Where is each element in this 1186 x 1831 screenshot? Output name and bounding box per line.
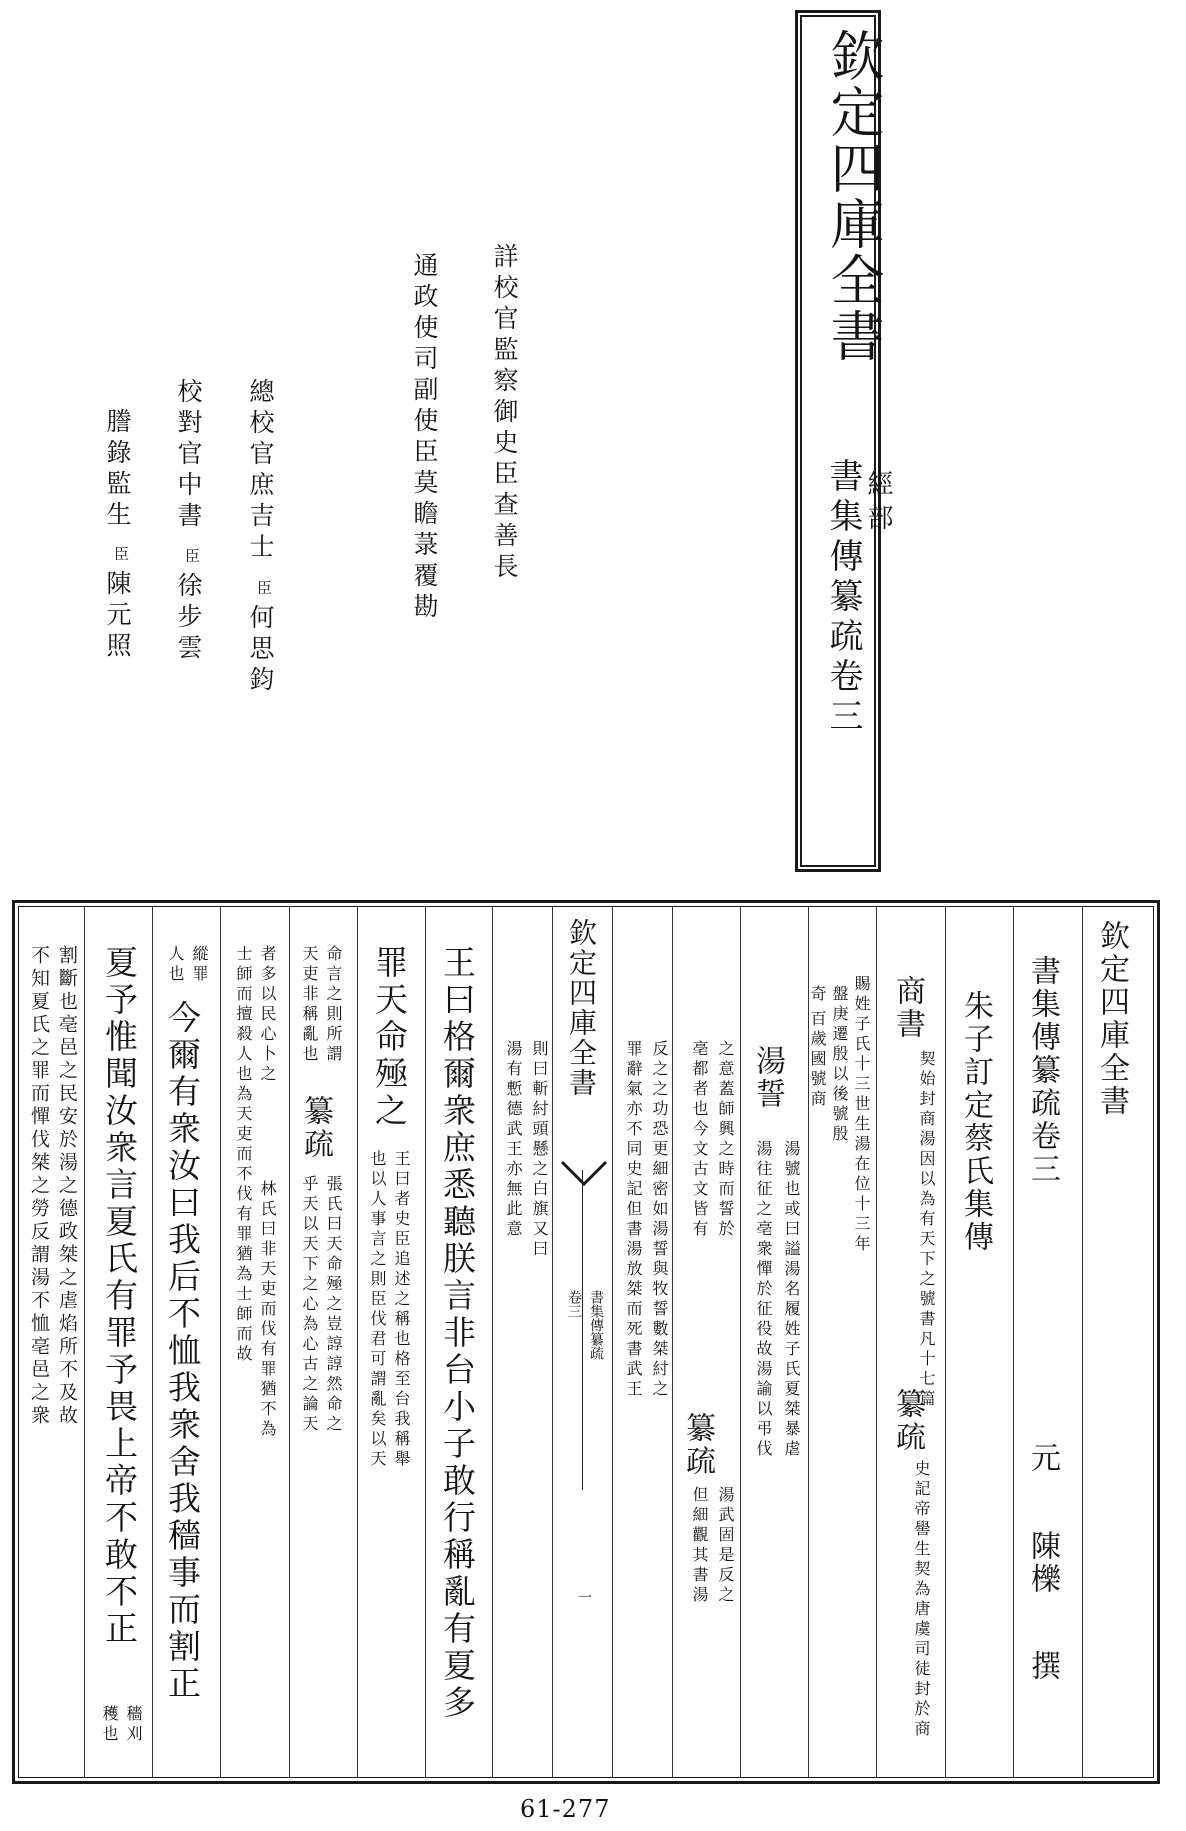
column-rule	[945, 907, 946, 1777]
ge-note-2: 不知夏氏之罪而憚伐桀之勞反謂湯不恤亳邑之衆	[28, 945, 50, 1428]
section-tang-shi: 湯誓	[750, 1045, 785, 1111]
xia-note: 穡刈	[124, 1705, 143, 1745]
xia-note-2: 穫也	[100, 1705, 119, 1745]
author-name: 陳櫟	[1025, 1530, 1060, 1596]
cover-main-title: 欽定四庫全書	[822, 28, 885, 364]
chapter-note-c: 史記帝嚳生契為唐虞司徒封於商	[912, 1460, 931, 1740]
tang-note-3: 之意蓋師興之時而誓於	[716, 1040, 735, 1240]
column-rule	[552, 907, 553, 1777]
staff-col-4-name: 徐步雲	[174, 572, 203, 665]
staff-col-4-title: 校對官中書	[174, 378, 203, 533]
staff-col-5-chen: 臣	[112, 546, 130, 561]
column-rule	[612, 907, 613, 1777]
zui-note-a: 王曰者史臣追述之稱也格至台我稱舉	[392, 1150, 411, 1470]
tang-note-7: 反之之功恐更細密如湯誓與牧誓數桀紂之	[650, 1040, 669, 1400]
chapter-note-e2: 百歲國號商	[808, 1010, 827, 1110]
chapter-note-a: 契始封商湯因以為有天下之號書凡十七篇	[917, 1050, 936, 1410]
column-rule	[492, 907, 493, 1777]
zui-note-h1: 者多以民心卜之	[258, 945, 277, 1085]
staff-col-5-title: 謄錄監生	[103, 408, 132, 532]
chapter-note-zuanshu: 纂疏	[890, 1388, 925, 1454]
zui-note-h2: 林氏曰非天吏而伐有罪猶不為	[258, 1180, 277, 1440]
tang-note-5: 湯武固是反之	[716, 1486, 735, 1606]
tang-note-2: 湯往征之亳衆憚於征役故湯諭以弔伐	[754, 1140, 773, 1460]
chapter-note-d1: 賜姓子氏十三世生湯在位十三年	[852, 975, 871, 1255]
column-rule	[84, 907, 85, 1777]
text-line-2: 湯有慙德武王亦無此意	[504, 1040, 523, 1240]
chapter-title: 商書	[890, 975, 925, 1041]
page-volume-title: 書集傳纂疏卷三	[1025, 955, 1060, 1186]
banxin-page: 一	[576, 1590, 592, 1604]
column-rule	[357, 907, 358, 1777]
zui-line: 罪天命殛之	[370, 945, 409, 1130]
chapter-note	[880, 1050, 936, 1750]
column-rule	[289, 907, 290, 1777]
column-rule	[152, 907, 153, 1777]
banxin-fold	[582, 1170, 583, 1490]
staff-col-3-title: 總校官庶吉士	[246, 378, 275, 564]
column-rule	[876, 907, 877, 1777]
zui-note-f: 張氏曰天命殛之豈諄諄然命之	[324, 1175, 343, 1435]
fishtail-icon	[560, 1160, 608, 1190]
xia-line: 夏予惟聞汝衆言夏氏有罪予畏上帝不敢不正	[100, 945, 139, 1648]
tang-note-8: 罪辭氣亦不同史記但書湯放桀而死書武王	[624, 1040, 643, 1400]
column-rule	[220, 907, 221, 1777]
source-line: 朱子訂定蔡氏集傳	[958, 990, 993, 1254]
zui-note-d: 天吏非稱亂也	[300, 945, 319, 1065]
cover-category: 經部	[863, 470, 893, 538]
column-rule	[672, 907, 673, 1777]
page-header: 欽定四庫全書	[1094, 920, 1129, 1118]
zui-note-c: 命言之則所謂	[324, 945, 343, 1065]
tang-note-6: 但細觀其書湯	[690, 1486, 709, 1606]
tang-note-zuanshu: 纂疏	[680, 1412, 715, 1478]
column-rule	[740, 907, 741, 1777]
staff-col-3-name: 何思鈞	[246, 604, 275, 697]
banxin-title: 欽定四庫全書	[565, 918, 598, 1098]
staff-col-5-name: 陳元照	[103, 570, 132, 663]
banxin-vol: 卷三	[566, 1290, 582, 1318]
tang-note-1: 湯號也或曰謚湯名履姓子氏夏桀暴虐	[782, 1140, 801, 1460]
zui-note-b: 也以人事言之則臣伐君可謂亂矣以天	[368, 1150, 387, 1470]
zui-note-zuanshu: 纂疏	[298, 1095, 333, 1161]
cover-volume-title: 書集傳纂疏卷三	[823, 458, 863, 738]
banxin-subtitle: 書集傳纂疏	[588, 1290, 604, 1360]
column-rule	[425, 907, 426, 1777]
author-dynasty: 元	[1025, 1442, 1060, 1475]
staff-col-1: 詳校官監察御史臣查善長	[490, 243, 519, 584]
page-number: 61-277	[520, 1795, 611, 1823]
zui-note-j: 縱罪	[190, 945, 209, 985]
column-rule	[1082, 907, 1083, 1777]
zui-note-i: 士師而擅殺人也為天吏而不伐有罪猶為士師而故	[234, 945, 253, 1365]
staff-col-3-chen: 臣	[255, 580, 273, 595]
zui-note-k: 人也	[166, 945, 185, 985]
staff-col-4-chen: 臣	[183, 548, 201, 563]
column-rule	[1013, 907, 1014, 1777]
chapter-note-e1: 奇	[808, 985, 827, 1005]
zui-note-g: 乎天以天下之心為心古之論天	[300, 1175, 319, 1435]
chapter-note-d2: 盤庚遷殷以後號殷	[830, 985, 849, 1145]
staff-col-2: 通政使司副使臣莫瞻菉覆勘	[410, 252, 439, 624]
author-role: 撰	[1025, 1650, 1060, 1683]
wang-yue-line: 王曰格爾衆庶悉聽朕言非台小子敢行稱亂有夏多	[438, 945, 477, 1722]
tang-note-3b: 亳都者也今文古文皆有	[690, 1040, 709, 1240]
ge-note-1: 割斷也亳邑之民安於湯之德政桀之虐焰所不及故	[56, 945, 78, 1428]
jin-line: 今爾有衆汝曰我后不恤我衆舍我穡事而割正	[163, 1000, 202, 1703]
text-line-1: 則曰斬紂頭懸之白旗又曰	[530, 1040, 549, 1260]
